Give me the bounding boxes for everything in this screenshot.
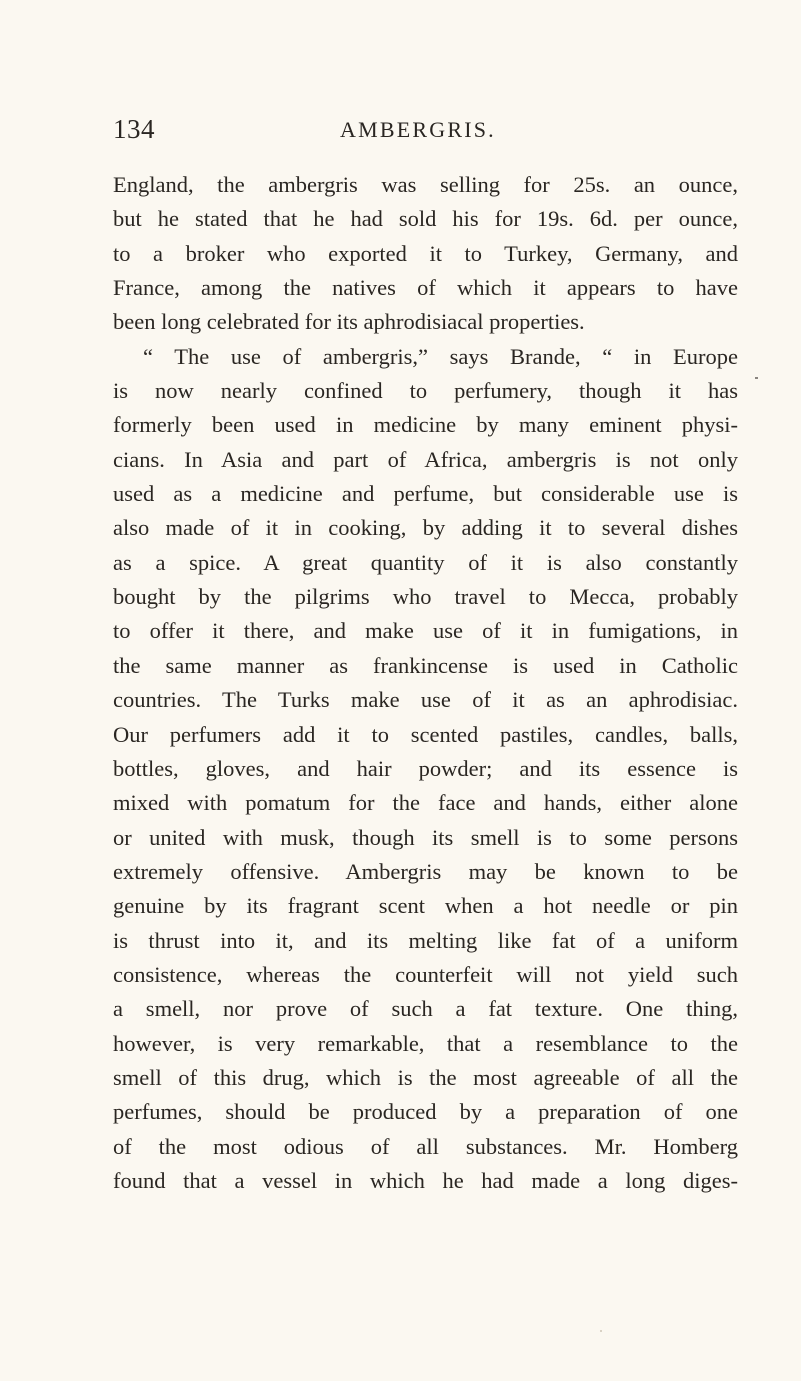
text-line: bought by the pilgrims who travel to Mecca, probably xyxy=(113,584,738,610)
paper-speck xyxy=(600,1330,602,1332)
body-text xyxy=(113,168,738,1198)
text-line: as a spice. A great quantity of it is also constantly xyxy=(113,549,738,575)
text-line: is now nearly confined to perfumery, though it has xyxy=(113,378,738,404)
margin-mark xyxy=(755,377,758,379)
page-number: 134 xyxy=(113,114,155,144)
text-line: of the most odious of all substances. Mr. Homberg xyxy=(113,1133,738,1159)
text-line: Our perfumers add it to scented pastiles, candles, balls, xyxy=(113,721,738,747)
text-line: bottles, gloves, and hair powder; and its essence is xyxy=(113,755,738,781)
text-line: perfumes, should be produced by a preparation of one xyxy=(113,1099,738,1125)
text-line: formerly been used in medicine by many eminent physi- xyxy=(113,412,738,438)
text-line: countries. The Turks make use of it as an aphrodisiac. xyxy=(113,687,738,713)
text-line: a smell, nor prove of such a fat texture. One thing, xyxy=(113,996,738,1022)
text-line: genuine by its fragrant scent when a hot needle or pin xyxy=(113,893,738,919)
text-line: England, the ambergris was selling for 25s. an ounce, xyxy=(113,172,738,197)
text-line: found that a vessel in which he had made a long diges- xyxy=(113,1167,738,1193)
text-line: been long celebrated for its aphrodisiacal properties. xyxy=(113,309,585,335)
text-line: used as a medicine and perfume, but considerable use is xyxy=(113,481,738,507)
running-title: AMBERGRIS. xyxy=(340,117,496,142)
text-line: extremely offensive. Ambergris may be known to be xyxy=(113,858,738,884)
text-line: or united with musk, though its smell is to some persons xyxy=(113,824,738,850)
text-line: consistence, whereas the counterfeit will not yield such xyxy=(113,961,738,987)
running-head xyxy=(113,114,738,148)
text-line: France, among the natives of which it appears to have xyxy=(113,275,738,301)
text-line: cians. In Asia and part of Africa, ambergris is not only xyxy=(113,446,738,472)
text-line: smell of this drug, which is the most agreeable of all the xyxy=(113,1064,738,1090)
text-line: also made of it in cooking, by adding it to several dishes xyxy=(113,515,738,541)
text-line: but he stated that he had sold his for 19s. 6d. per ounce, xyxy=(113,206,738,232)
text-line: to offer it there, and make use of it in fumigations, in xyxy=(113,618,738,644)
text-line: however, is very remarkable, that a resemblance to the xyxy=(113,1030,738,1056)
text-line: the same manner as frankincense is used in Catholic xyxy=(113,652,738,678)
text-line: mixed with pomatum for the face and hands, either alone xyxy=(113,790,738,816)
text-line: is thrust into it, and its melting like fat of a uniform xyxy=(113,927,738,953)
text-line: “ The use of ambergris,” says Brande, “ in Europe xyxy=(143,343,738,369)
text-line: to a broker who exported it to Turkey, Germany, and xyxy=(113,240,738,266)
